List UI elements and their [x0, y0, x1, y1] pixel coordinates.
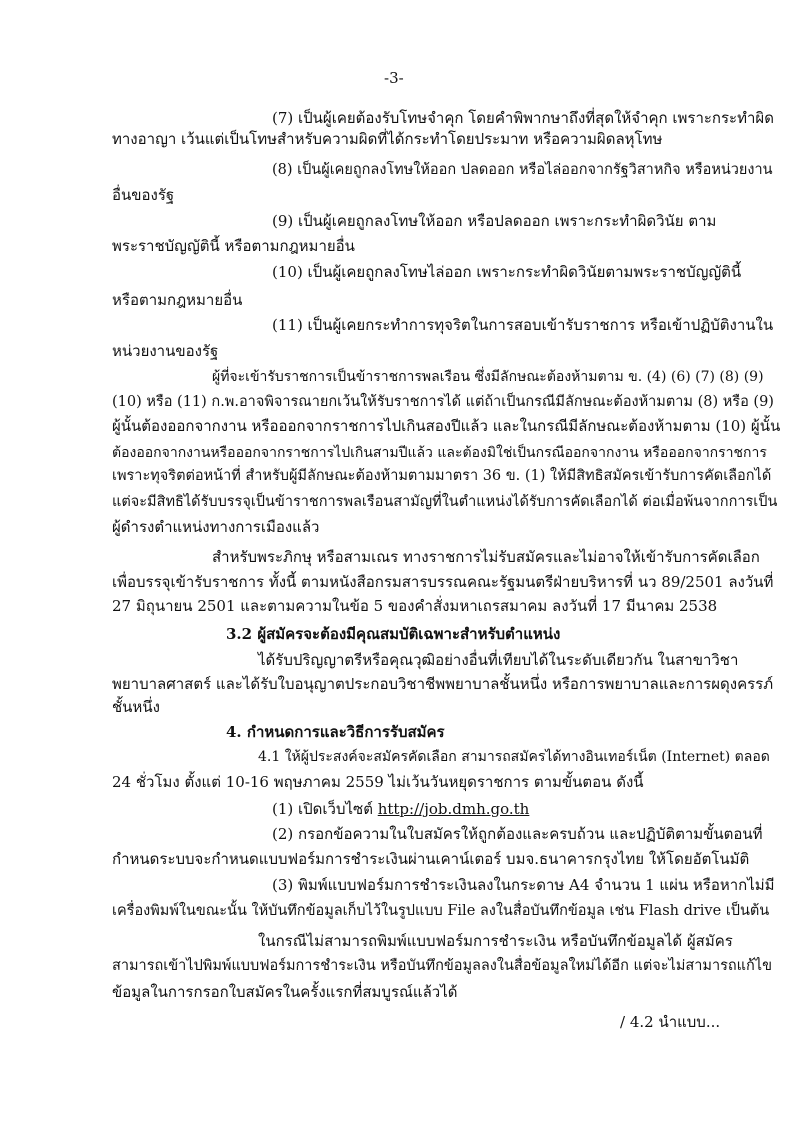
section-heading: 4. กำหนดการและวิธีการรับสมัคร [226, 723, 445, 741]
text-line: (10) หรือ (11) ก.พ.อาจพิจารณายกเว้นให้รับราชการได้ แต่ถ้าเป็นกรณีมีลักษณะต้องห้ามตาม (8) หรือ (9) [112, 394, 774, 410]
text-line: 4.1 ให้ผู้ประสงค์จะสมัครคัดเลือก สามารถสมัครได้ทางอินเทอร์เน็ต (Internet) ตลอด [258, 749, 770, 765]
text-line: (8) เป็นผู้เคยถูกลงโทษให้ออก ปลดออก หรือไล่ออกจากรัฐวิสาหกิจ หรือหน่วยงาน [272, 162, 773, 178]
text-line: ผู้ที่จะเข้ารับราชการเป็นข้าราชการพลเรือน ซึ่งมีลักษณะต้องห้ามตาม ข. (4) (6) (7) (8) (9) [212, 369, 764, 385]
text-line: ผู้ดำรงตำแหน่งทางการเมืองแล้ว [112, 518, 320, 536]
text-line: ได้รับปริญญาตรีหรือคุณวุฒิอย่างอื่นที่เทียบได้ในระดับเดียวกัน ในสาขาวิชา [258, 651, 739, 669]
text-line: (9) เป็นผู้เคยถูกลงโทษให้ออก หรือปลดออก เพราะกระทำผิดวินัย ตาม [272, 212, 717, 230]
website-link[interactable]: http://job.dmh.go.th [377, 800, 530, 818]
text-line: กำหนดระบบจะกำหนดแบบฟอร์มการชำระเงินผ่านเคาน์เตอร์ บมจ.ธนาคารกรุงไทย ให้โดยอัตโนมัติ [112, 850, 750, 868]
text-line: หน่วยงานของรัฐ [112, 342, 219, 360]
text-line: ทางอาญา เว้นแต่เป็นโทษสำหรับความผิดที่ได้กระทำโดยประมาท หรือความผิดลหุโทษ [112, 130, 663, 148]
text-line: สามารถเข้าไปพิมพ์แบบฟอร์มการชำระเงิน หรือบันทึกข้อมูลลงในสื่อข้อมูลใหม่ได้อีก แต่จะไม่สามารถแก้ไข [112, 958, 772, 974]
text-line: (7) เป็นผู้เคยต้องรับโทษจำคุก โดยคำพิพากษาถึงที่สุดให้จำคุก เพราะกระทำผิด [272, 109, 774, 127]
text-line: ผู้นั้นต้องออกจากงาน หรือออกจากราชการไปเกินสองปีแล้ว และในกรณีมีลักษณะต้องห้ามตาม (10) ผู้นั้น [112, 417, 781, 435]
text-line [272, 799, 529, 819]
text-line: อื่นของรัฐ [112, 186, 175, 204]
continuation-note: / 4.2 นำแบบ... [620, 1013, 721, 1031]
text-line: หรือตามกฎหมายอื่น [112, 291, 243, 309]
text-line: (11) เป็นผู้เคยกระทำการทุจริตในการสอบเข้ารับราชการ หรือเข้าปฏิบัติงานใน [272, 316, 774, 334]
text-line: พระราชบัญญัตินี้ หรือตามกฎหมายอื่น [112, 237, 355, 255]
text-line: 27 มิถุนายน 2501 และตามความในข้อ 5 ของคำสั่งมหาเถรสมาคม ลงวันที่ 17 มีนาคม 2538 [112, 597, 718, 615]
page-number: -3- [384, 69, 404, 87]
text-line: ต้องออกจากงานหรือออกจากราชการไปเกินสามปีแล้ว และต้องมิใช่เป็นกรณีออกจากงาน หรือออกจากราชการ [112, 445, 767, 461]
section-heading: 3.2 ผู้สมัครจะต้องมีคุณสมบัติเฉพาะสำหรับตำแหน่ง [226, 625, 561, 643]
text-line: ข้อมูลในการกรอกใบสมัครในครั้งแรกที่สมบูรณ์แล้วได้ [112, 983, 458, 1001]
text-line: 24 ชั่วโมง ตั้งแต่ 10-16 พฤษภาคม 2559 ไม่เว้นวันหยุดราชการ ตามขั้นตอน ดังนี้ [112, 773, 644, 791]
step-label: (1) เปิดเว็บไซต์ [272, 800, 378, 818]
text-line: (3) พิมพ์แบบฟอร์มการชำระเงินลงในกระดาษ A4 จำนวน 1 แผ่น หรือหากไม่มี [272, 876, 775, 894]
text-line: เพราะทุจริตต่อหน้าที่ สำหรับผู้มีลักษณะต้องห้ามตามมาตรา 36 ข. (1) ให้มีสิทธิสมัครเข้ารับการคัดเลือกได้ [112, 468, 772, 484]
text-line: (10) เป็นผู้เคยถูกลงโทษไล่ออก เพราะกระทำผิดวินัยตามพระราชบัญญัตินี้ [272, 263, 742, 281]
text-line: เพื่อบรรจุเข้ารับราชการ ทั้งนี้ ตามหนังสือกรมสารบรรณคณะรัฐมนตรีฝ่ายบริหารที่ นว 89/2501 ลงวันที่ [112, 573, 774, 591]
text-line: เครื่องพิมพ์ในขณะนั้น ให้บันทึกข้อมูลเก็บไว้ในรูปแบบ File ลงในสื่อบันทึกข้อมูล เช่น Flash drive เป็นต้น [112, 903, 770, 919]
text-line: พยาบาลศาสตร์ และได้รับใบอนุญาตประกอบวิชาชีพพยาบาลชั้นหนึ่ง หรือการพยาบาลและการผดุงครรภ์ [112, 675, 774, 693]
text-line: สำหรับพระภิกษุ หรือสามเณร ทางราชการไม่รับสมัครและไม่อาจให้เข้ารับการคัดเลือก [212, 548, 760, 566]
text-line: (2) กรอกข้อความในใบสมัครให้ถูกต้องและครบถ้วน และปฏิบัติตามขั้นตอนที่ [272, 825, 763, 843]
text-line: ในกรณีไม่สามารถพิมพ์แบบฟอร์มการชำระเงิน หรือบันทึกข้อมูลได้ ผู้สมัคร [258, 932, 733, 950]
text-line: แต่จะมีสิทธิได้รับบรรจุเป็นข้าราชการพลเรือนสามัญที่ในตำแหน่งได้รับการคัดเลือกได้ ต่อเมื่อพ้นจากการเป็น [112, 494, 778, 510]
text-line: ชั้นหนึ่ง [112, 698, 160, 716]
